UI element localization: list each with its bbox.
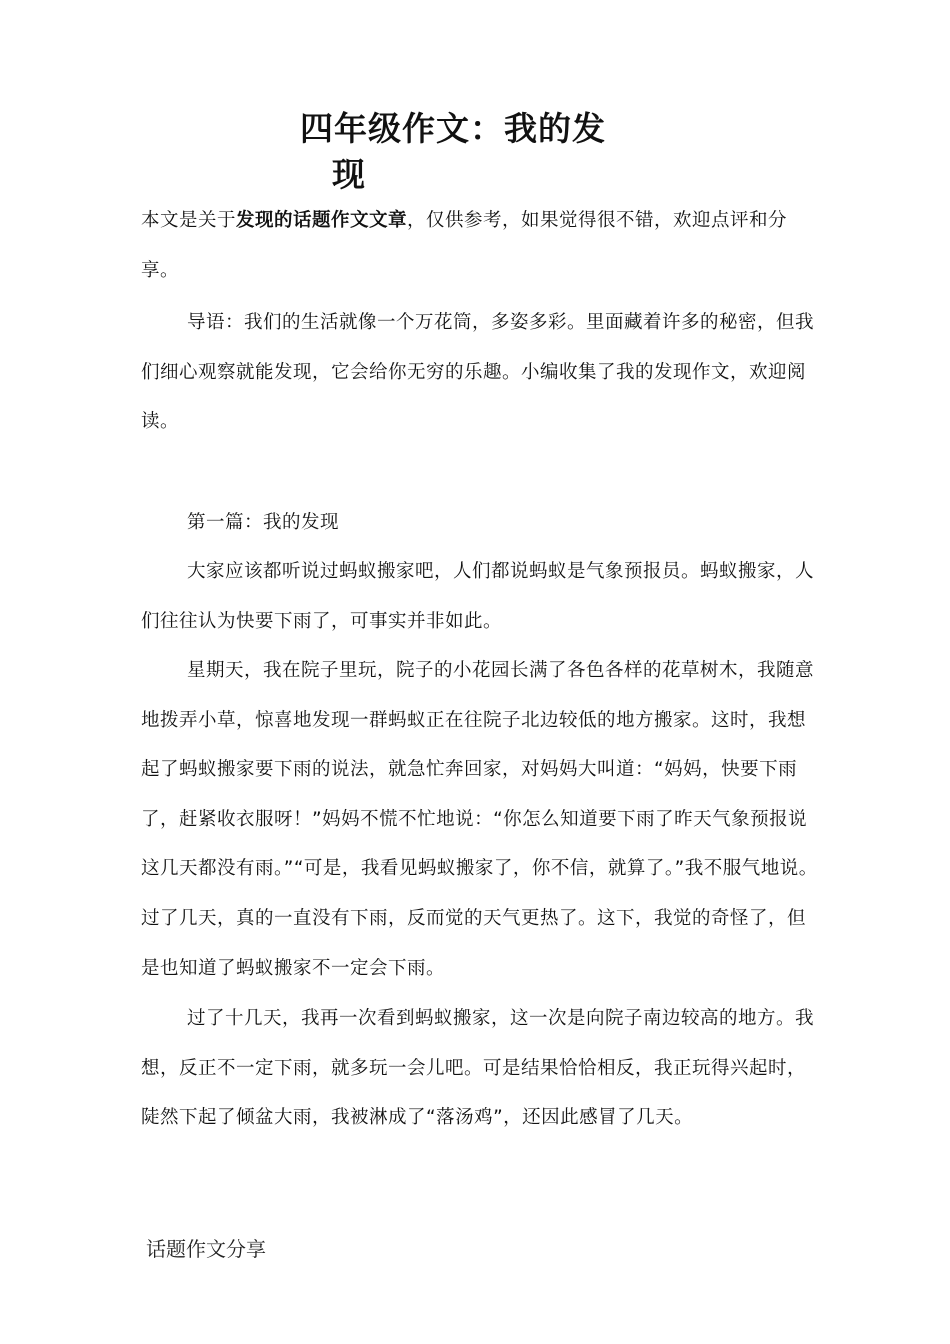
intro-paragraph bbox=[141, 196, 821, 295]
paragraph-3: 过了十几天，我再一次看到蚂蚁搬家，这一次是向院子南边较高的地方。我想，反正不一定下雨，就多玩一会儿吧。可是结果恰恰相反，我正玩得兴起时，陡然下起了倾盆大雨，我被淋成了“落汤鸡”，还因此感冒了几天。 bbox=[141, 1008, 815, 1129]
lead-paragraph: 导语：我们的生活就像一个万花筒，多姿多彩。里面藏着许多的秘密，但我们细心观察就能发现，它会给你无穷的乐趣。小编收集了我的发现作文，欢迎阅读。 bbox=[141, 312, 815, 433]
intro-prefix: 本文是关于 bbox=[141, 210, 237, 231]
title-line-1: 四年级作文：我的发 bbox=[300, 109, 606, 148]
paragraph-2: 星期天，我在院子里玩，院子的小花园长满了各色各样的花草树木，我随意地拨弄小草，惊喜地发现一群蚂蚁正在往院子北边较低的地方搬家。这时，我想起了蚂蚁搬家要下雨的说法，就急忙奔回家，对妈妈大叫道：“妈妈，快要下雨了，赶紧收衣服呀！”妈妈不慌不忙地说：“你怎么知道要下雨了昨天气象预报说这几天都没有雨。”“可是，我看见蚂蚁搬家了，你不信，就算了。”我不服气地说。过了几天，真的一直没有下雨，反而觉的天气更热了。这下，我觉的奇怪了，但是也知道了蚂蚁搬家不一定会下雨。 bbox=[141, 660, 818, 979]
section-heading: 第一篇：我的发现 bbox=[187, 512, 340, 533]
paragraph-1: 大家应该都听说过蚂蚁搬家吧，人们都说蚂蚁是气象预报员。蚂蚁搬家，人们往往认为快要下雨了，可事实并非如此。 bbox=[141, 561, 815, 632]
title-line-2: 现 bbox=[332, 155, 366, 194]
intro-suffix: ，仅供参考，如果觉得很不错，欢迎点评和分享。 bbox=[141, 210, 788, 281]
page-footer: 话题作文分享 bbox=[146, 1237, 266, 1261]
page-title bbox=[300, 106, 660, 198]
intro-highlight: 发现的话题作文文章 bbox=[236, 210, 408, 231]
